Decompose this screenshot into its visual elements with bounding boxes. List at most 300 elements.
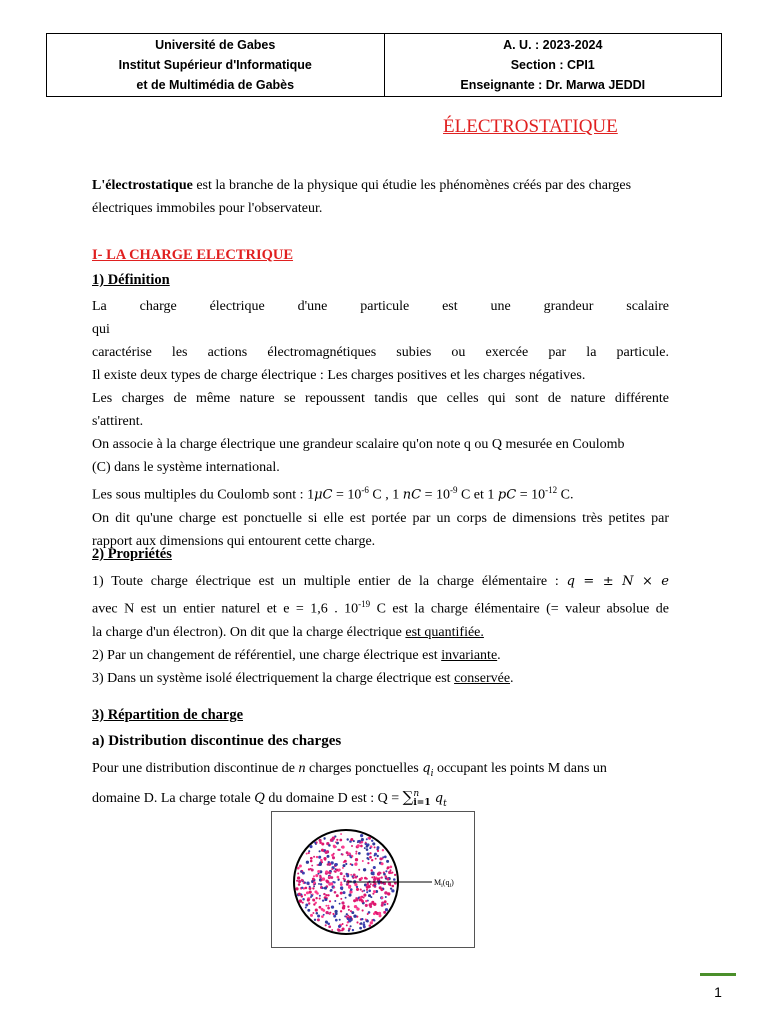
- sep-text: C , 1: [368, 487, 403, 503]
- heading-definition: 1) Définition: [92, 272, 170, 288]
- charge-dot: [377, 855, 379, 857]
- charge-dot: [307, 899, 310, 902]
- charge-dot: [313, 899, 315, 901]
- charge-dot: [366, 886, 369, 889]
- charge-dot: [374, 920, 376, 922]
- charge-dot: [342, 891, 345, 894]
- charge-dot: [389, 866, 392, 869]
- properties-paragraph: [92, 570, 669, 690]
- charge-dot: [333, 853, 335, 855]
- charge-dot: [313, 903, 315, 905]
- charge-dot: [318, 883, 320, 885]
- charge-dot: [323, 857, 326, 860]
- charge-dot: [363, 897, 365, 899]
- charge-dot: [331, 905, 334, 908]
- def-line-6: On associe à la charge électrique une grandeur scalaire qu'on note q ou Q mesurée en Coulomb: [92, 437, 625, 452]
- charge-dot: [361, 918, 363, 920]
- charge-dot: [298, 893, 301, 896]
- charge-dot: [393, 878, 396, 881]
- charge-dot: [342, 867, 344, 869]
- prop-line-2: [92, 593, 669, 621]
- intro-paragraph: [92, 174, 669, 220]
- n-var: n: [298, 761, 306, 776]
- qt-index: t: [443, 798, 447, 809]
- charge-dot: [342, 923, 344, 925]
- point-label: $M_i(q_i)$: [434, 878, 454, 889]
- charge-dot: [367, 862, 369, 864]
- charge-dot: [314, 842, 316, 844]
- charge-dot: [316, 856, 318, 858]
- rep-1-text-b: charges ponctuelles: [305, 761, 423, 776]
- charge-dot: [355, 876, 358, 879]
- charge-dot: [328, 863, 331, 866]
- charge-dot: [328, 883, 331, 886]
- charge-dot: [366, 853, 369, 856]
- charge-dot: [363, 922, 365, 924]
- charge-dot: [317, 918, 320, 921]
- charge-dot: [319, 863, 322, 866]
- charge-dot: [373, 912, 376, 915]
- charge-dot: [351, 875, 353, 877]
- charge-dot: [366, 845, 369, 848]
- charge-dot: [361, 838, 364, 841]
- charge-dot: [306, 882, 309, 885]
- charge-dot: [340, 910, 342, 912]
- charge-dot: [371, 876, 373, 878]
- prop-1-text: 1) Toute charge électrique est un multiple entier de la charge élémentaire :: [92, 574, 567, 589]
- charge-dot: [314, 890, 317, 893]
- charge-dot: [375, 858, 377, 860]
- section-heading-charge: I- LA CHARGE ELECTRIQUE: [92, 247, 294, 263]
- charge-dot: [319, 906, 322, 909]
- equals-text-2: = 10: [421, 487, 450, 503]
- equals-text: = 10: [332, 487, 362, 503]
- charge-dot: [325, 911, 328, 914]
- charge-dot: [372, 842, 375, 845]
- charge-dot: [342, 927, 345, 930]
- invariant-text: invariante: [441, 647, 498, 663]
- charge-dot: [371, 859, 373, 861]
- charge-dot: [322, 887, 324, 889]
- charge-dot: [383, 911, 386, 914]
- charge-dot: [345, 916, 347, 918]
- charge-dot: [385, 908, 388, 911]
- prop-line-3: [92, 621, 669, 644]
- prop-line-5: [92, 667, 669, 690]
- qi-index: i: [430, 768, 434, 779]
- charge-dot: [385, 875, 388, 878]
- charge-dot: [354, 863, 357, 866]
- charge-dot: [301, 887, 303, 889]
- charge-dot: [302, 902, 304, 904]
- charge-dot: [327, 907, 330, 910]
- intro-rest: est la branche de la physique qui étudie les phénomènes créés par des charges: [192, 178, 632, 193]
- heading-properties: 2) Propriétés: [92, 546, 172, 562]
- charge-dot: [342, 906, 345, 909]
- rep-1-text-c: occupant les points M dans un: [433, 761, 607, 776]
- charge-dot: [346, 883, 348, 885]
- header-teacher: Enseignante : Dr. Marwa JEDDI: [460, 78, 646, 92]
- charge-dot: [345, 863, 347, 865]
- charge-dot: [383, 882, 386, 885]
- prop-3-text: la charge d'un électron). On dit que la charge électrique: [92, 624, 406, 640]
- charge-dot: [304, 882, 306, 884]
- def-line-3: Il existe deux types de charge électrique : Les charges positives et les charges négatives.: [92, 368, 586, 383]
- charge-dot: [365, 842, 367, 844]
- charge-dot: [321, 879, 323, 881]
- prop-4-end: .: [497, 647, 501, 663]
- end-text: C.: [557, 487, 574, 503]
- def-line-1: La charge électrique d'une particule est une grandeur scalaire qui: [92, 299, 669, 337]
- charge-dot: [391, 872, 393, 874]
- charge-dot: [335, 919, 338, 922]
- charge-dot: [304, 894, 306, 896]
- charge-dot: [350, 888, 353, 891]
- charge-dot: [318, 856, 321, 859]
- charge-dot: [346, 924, 348, 926]
- prop-5-end: .: [510, 670, 514, 686]
- charge-dot: [340, 892, 343, 895]
- charge-dot: [313, 885, 315, 887]
- charge-dot: [310, 860, 313, 863]
- charge-dot: [328, 844, 331, 847]
- charge-dot: [328, 925, 331, 928]
- qi-var: q: [422, 761, 431, 776]
- charge-dot: [321, 849, 324, 852]
- charge-dot: [385, 870, 387, 872]
- charge-dot: [384, 900, 387, 903]
- charge-dot: [363, 894, 366, 897]
- intro-bold: L'électrostatique: [92, 178, 193, 193]
- header-section: Section : CPI1: [510, 58, 595, 72]
- charge-dot: [358, 869, 360, 871]
- prop-2-text-b: C est la charge élémentaire (= valeur absolue de: [370, 601, 669, 617]
- header-table: [46, 33, 722, 97]
- Q-var: Q: [254, 790, 265, 806]
- def-line-7: (C) dans le système international.: [92, 460, 280, 475]
- charge-dot: [370, 869, 372, 871]
- charge-dot: [381, 901, 384, 904]
- heading-discontinuous: a) Distribution discontinue des charges: [92, 733, 342, 749]
- equals-text-3: = 10: [516, 487, 546, 503]
- charge-dot: [369, 847, 371, 849]
- rep-1-text: Pour une distribution discontinue de: [92, 761, 299, 776]
- charge-dot: [327, 894, 329, 896]
- charge-dot: [348, 909, 350, 911]
- charge-dot: [325, 920, 328, 923]
- prop-4-text: 2) Par un changement de référentiel, une charge électrique est: [92, 647, 442, 663]
- charge-dot: [317, 870, 320, 873]
- charge-distribution-diagram: [272, 812, 474, 947]
- charge-dot: [360, 845, 363, 848]
- charge-dot: [339, 839, 342, 842]
- charge-dot: [363, 925, 366, 928]
- formula-q-ne: q = ± N × e: [566, 574, 669, 589]
- charge-dot: [374, 853, 377, 856]
- charge-dot: [319, 839, 322, 842]
- charge-dot: [367, 837, 369, 839]
- charge-dot: [353, 915, 356, 918]
- charge-dot: [373, 866, 376, 869]
- charge-dot: [350, 839, 352, 841]
- charge-dot: [381, 876, 383, 878]
- charge-dot: [362, 860, 364, 862]
- charge-dot: [341, 845, 344, 848]
- charge-dot: [332, 881, 334, 883]
- charge-dot: [339, 919, 341, 921]
- charge-dot: [321, 842, 324, 845]
- charge-dot: [323, 837, 325, 839]
- charge-dot: [319, 850, 321, 852]
- charge-dot: [351, 864, 353, 866]
- charge-dot: [384, 891, 387, 894]
- charge-dot: [305, 906, 307, 908]
- charge-dot: [336, 839, 338, 841]
- charge-dot: [341, 853, 343, 855]
- charge-dot: [331, 868, 333, 870]
- charge-dot: [381, 862, 384, 865]
- charge-dot: [394, 874, 396, 876]
- charge-dot: [322, 899, 324, 901]
- charge-dot: [297, 867, 300, 870]
- charge-dot: [313, 881, 316, 884]
- charge-dot: [377, 846, 380, 849]
- exponent-6: -6: [361, 485, 369, 495]
- charge-dot: [333, 915, 336, 918]
- charge-dot: [361, 900, 364, 903]
- charge-dot: [321, 915, 324, 918]
- charge-dot: [334, 900, 336, 902]
- charge-dot: [307, 909, 310, 912]
- sum-symbol: ∑: [402, 787, 414, 806]
- charge-dot: [348, 886, 351, 889]
- charge-dot: [325, 924, 327, 926]
- charge-dot: [360, 889, 362, 891]
- def-line-8: [92, 479, 669, 507]
- charge-dot: [310, 914, 313, 917]
- charge-dot: [325, 905, 327, 907]
- charge-dot: [300, 870, 302, 872]
- page-title: ÉLECTROSTATIQUE: [443, 116, 618, 137]
- charge-dot: [311, 865, 313, 867]
- charge-dot: [360, 922, 363, 925]
- charge-dot: [297, 873, 299, 875]
- charge-dot: [309, 886, 311, 888]
- charge-dot: [334, 891, 337, 894]
- def-line-2: caractérise les actions électromagnétiques subies ou exercée par la particule.: [92, 345, 669, 360]
- charge-dot: [340, 883, 343, 886]
- charge-dot: [334, 870, 336, 872]
- charge-dot: [372, 871, 374, 873]
- qt-var: q: [430, 790, 444, 806]
- charge-dot: [320, 859, 323, 862]
- charge-dot: [389, 884, 391, 886]
- charge-dot: [366, 883, 369, 886]
- charge-dot: [355, 851, 357, 853]
- charge-dot: [356, 907, 359, 910]
- charge-dot: [364, 877, 367, 880]
- charge-dot: [319, 895, 321, 897]
- charge-dot: [373, 903, 376, 906]
- charge-dot: [392, 885, 395, 888]
- charge-dot: [340, 872, 343, 875]
- def-line-5: s'attirent.: [92, 414, 144, 429]
- charge-dot: [344, 860, 347, 863]
- charge-dot: [345, 897, 347, 899]
- charge-dot: [321, 908, 324, 911]
- charge-dot: [330, 839, 333, 842]
- charge-dot: [366, 848, 369, 851]
- charge-dot: [336, 842, 339, 845]
- sum-lower: i=1: [413, 797, 431, 808]
- charge-dot: [348, 894, 351, 897]
- charge-dot: [308, 868, 310, 870]
- charge-distribution-figure: [271, 811, 475, 948]
- charge-dot: [301, 895, 304, 898]
- charge-dot: [372, 893, 374, 895]
- charge-dot: [295, 887, 298, 890]
- charge-dot: [327, 855, 330, 858]
- charge-dot: [369, 924, 372, 927]
- charge-dot: [387, 878, 390, 881]
- charge-dot: [296, 880, 298, 882]
- charge-dot: [333, 887, 335, 889]
- charge-dot: [297, 876, 300, 879]
- definition-paragraph: [92, 295, 669, 553]
- charge-dot: [310, 857, 313, 860]
- charge-dot: [324, 898, 327, 901]
- heading-distribution: 3) Répartition de charge: [92, 707, 244, 723]
- charge-dot: [366, 889, 368, 891]
- charge-dot: [360, 834, 363, 837]
- charge-dot: [315, 909, 318, 912]
- charge-dot: [348, 930, 350, 932]
- sum-bounds: [413, 790, 430, 808]
- exponent-19: -19: [358, 599, 371, 609]
- charge-dot: [373, 878, 376, 881]
- charge-dot: [366, 891, 368, 893]
- charge-dot: [365, 904, 368, 907]
- charge-dot: [308, 852, 310, 854]
- charge-dot: [389, 869, 391, 871]
- charge-dot: [337, 929, 340, 932]
- charge-dot: [381, 897, 383, 899]
- charge-dot: [350, 925, 352, 927]
- charge-dot: [377, 850, 379, 852]
- page-number: 1: [700, 973, 736, 1008]
- charge-dot: [387, 903, 389, 905]
- charge-dot: [367, 913, 369, 915]
- prop-line-1: [92, 570, 669, 593]
- unit-nanocoulomb: nC: [402, 487, 422, 503]
- charge-dot: [340, 886, 343, 889]
- charge-dot: [370, 883, 372, 885]
- charge-dot: [301, 879, 303, 881]
- submultiples-text: Les sous multiples du Coulomb sont : 1: [92, 487, 315, 503]
- charge-dot: [373, 890, 375, 892]
- quantified-text: est quantifiée.: [405, 624, 484, 640]
- charge-dot: [313, 856, 315, 858]
- charge-dot: [357, 844, 360, 847]
- header-course-info: [385, 34, 722, 96]
- prop-line-4: [92, 644, 669, 667]
- charge-dot: [354, 883, 357, 886]
- charge-dot: [306, 891, 309, 894]
- charge-dot: [317, 914, 320, 917]
- charge-dot: [358, 897, 360, 899]
- rep-2-text: domaine D. La charge totale: [92, 790, 255, 806]
- charge-dot: [329, 872, 331, 874]
- charge-dot: [384, 903, 386, 905]
- charge-dot: [299, 899, 302, 902]
- charge-dot: [355, 853, 357, 855]
- sep-text-2: C et 1: [457, 487, 498, 503]
- charge-dot: [302, 898, 305, 901]
- charge-dot: [386, 860, 389, 863]
- charge-dot: [333, 845, 336, 848]
- charge-dot: [298, 883, 301, 886]
- charge-dot: [352, 929, 354, 931]
- charge-dot: [378, 871, 381, 874]
- charge-dot: [312, 887, 314, 889]
- charge-dot: [391, 889, 394, 892]
- charge-dot: [338, 849, 340, 851]
- charge-dot: [337, 879, 339, 881]
- charge-dot: [351, 845, 353, 847]
- charge-dot: [311, 895, 313, 897]
- charge-dot: [315, 897, 317, 899]
- prop-5-text: 3) Dans un système isolé électriquement la charge électrique est: [92, 670, 455, 686]
- charge-dot: [390, 887, 392, 889]
- charge-dot: [306, 861, 309, 864]
- charge-dot: [329, 913, 331, 915]
- charge-dot: [358, 840, 361, 843]
- charge-dot: [347, 854, 349, 856]
- charge-dot: [368, 858, 370, 860]
- charge-dot: [350, 874, 352, 876]
- charge-dot: [316, 912, 319, 915]
- charge-dot: [309, 890, 312, 893]
- charge-dot: [366, 838, 368, 840]
- def-line-9: On dit qu'une charge est ponctuelle si elle est portée par un corps de dimensions très petites par: [92, 510, 669, 526]
- header-university: Université de Gabes: [155, 38, 276, 52]
- charge-dot: [363, 868, 366, 871]
- charge-dot: [319, 898, 321, 900]
- exponent-12: -12: [545, 485, 558, 495]
- charge-dot: [365, 900, 367, 902]
- charge-dot: [324, 887, 327, 890]
- charge-dot: [341, 901, 344, 904]
- charge-dot: [387, 866, 390, 869]
- charge-dot: [302, 872, 305, 875]
- charge-dot: [320, 883, 322, 885]
- charge-dot: [337, 876, 340, 879]
- charge-dot: [313, 875, 315, 877]
- charge-dot: [363, 890, 365, 892]
- charge-dot: [369, 905, 372, 908]
- charge-dot: [329, 900, 331, 902]
- charge-dot: [311, 868, 314, 871]
- unit-picocoulomb: pC: [497, 487, 517, 503]
- charge-dot: [379, 914, 381, 916]
- charge-dot: [373, 876, 375, 878]
- charge-dot: [370, 921, 373, 924]
- charge-dot: [356, 921, 358, 923]
- charge-dot: [326, 850, 329, 853]
- charge-dot: [380, 888, 383, 891]
- charge-dot: [346, 838, 348, 840]
- charge-dot: [315, 874, 318, 877]
